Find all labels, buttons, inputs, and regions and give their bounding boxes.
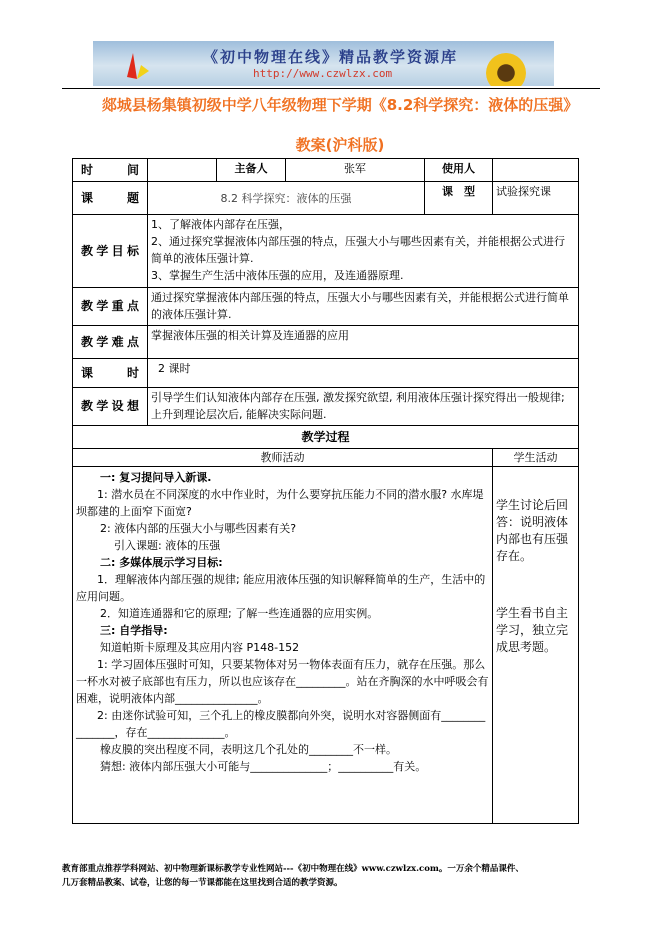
goal-item: 2、通过探究掌握液体内部压强的特点，压强大小与哪些因素有关，并能根据公式进行简单的液体压强计算. bbox=[151, 235, 565, 265]
teacher-activity bbox=[73, 467, 493, 824]
student-line: 学生看书自主学习，独立完成思考题。 bbox=[496, 606, 569, 654]
teacher-line: 猜想: 液体内部压强大小可能与______________；__________有关。 bbox=[100, 760, 427, 773]
difficulty-text: 掌握液体压强的相关计算及连通器的应用 bbox=[148, 326, 579, 359]
preparer-value: 张军 bbox=[286, 159, 425, 182]
goal-item: 1、了解液体内部存在压强， bbox=[151, 218, 290, 231]
goals-content bbox=[148, 215, 579, 288]
footer-line: 教育部重点推荐学科网站、初中物理新课标教学专业性网站---《初中物理在线》www.czwlzx.com。一万余个精品课件、 bbox=[62, 864, 524, 874]
teacher-line: 一: 复习提问导入新课. bbox=[100, 471, 212, 484]
hours-text: 2 课时 bbox=[148, 359, 579, 388]
doc-title: 郯城县杨集镇初级中学八年级物理下学期《8.2科学探究：液体的压强》 bbox=[101, 96, 579, 114]
footer-line: 几万套精品教案、试卷，让您的每一节课都能在这里找到合适的教学资源。 bbox=[62, 878, 343, 888]
topic-value: 8.2 科学探究：液体的压强 bbox=[148, 182, 425, 215]
teacher-line: 2: 液体内部的压强大小与哪些因素有关? bbox=[100, 522, 297, 535]
teacher-line: 二: 多媒体展示学习目标: bbox=[100, 556, 223, 569]
type-label: 课 型 bbox=[425, 182, 493, 215]
teacher-line: 1: 学习固体压强时可知，只要某物体对另一物体表面有压力，就存在压强。那么一杯水对被子底部也有压力，所以也应该存在_________。站在齐胸深的水中呼吸会有困难，说明液体内部_______________。 bbox=[76, 658, 489, 705]
teacher-line: 1: 潜水员在不同深度的水中作业时，为什么要穿抗压能力不同的潜水服? 水库堤坝都建的上面窄下面宽? bbox=[76, 488, 484, 518]
teacher-line: 1．理解液体内部压强的规律; 能应用液体压强的知识解释简单的生产，生活中的应用问题。 bbox=[76, 573, 486, 603]
teacher-header: 教师活动 bbox=[73, 449, 493, 467]
banner-title: 《初中物理在线》精品教学资源库 bbox=[203, 48, 459, 66]
doc-subtitle: 教案(沪科版) bbox=[295, 136, 385, 154]
topic-label: 课 题 bbox=[73, 182, 148, 215]
user-value bbox=[493, 159, 579, 182]
key-text: 通过探究掌握液体内部压强的特点，压强大小与哪些因素有关，并能根据公式进行简单的液体压强计算. bbox=[148, 288, 579, 326]
teacher-line: 2: 由迷你试验可知，三个孔上的橡皮膜都向外突，说明水对容器侧面有_______________，存在______________。 bbox=[76, 709, 486, 739]
site-logo-icon bbox=[123, 51, 153, 81]
student-line: 学生讨论后回答：说明液体内部也有压强存在。 bbox=[496, 498, 569, 563]
page-footer bbox=[62, 862, 524, 890]
time-label: 时 间 bbox=[73, 159, 148, 182]
teacher-line: 引入课题: 液体的压强 bbox=[114, 539, 221, 552]
design-label: 教学设想 bbox=[73, 388, 148, 426]
type-value: 试验探究课 bbox=[493, 182, 579, 215]
preparer-label: 主备人 bbox=[217, 159, 286, 182]
teacher-line: 知道帕斯卡原理及其应用内容 P148-152 bbox=[100, 641, 300, 654]
difficulty-label: 教学难点 bbox=[73, 326, 148, 359]
teacher-line: 橡皮膜的突出程度不同，表明这几个孔处的________不一样。 bbox=[100, 743, 397, 756]
sunflower-image bbox=[486, 53, 526, 86]
key-label: 教学重点 bbox=[73, 288, 148, 326]
design-text: 引导学生们认知液体内部存在压强, 激发探究欲望, 利用液体压强计探究得出一般规律; 上升到理论层次后, 能解决实际问题. bbox=[148, 388, 579, 426]
banner-url[interactable]: http://www.czwlzx.com bbox=[253, 67, 393, 80]
goals-label: 教学目标 bbox=[73, 215, 148, 288]
site-banner bbox=[93, 41, 554, 86]
process-title: 教学过程 bbox=[73, 426, 579, 449]
user-label: 使用人 bbox=[425, 159, 493, 182]
header-divider bbox=[62, 88, 600, 89]
student-header: 学生活动 bbox=[493, 449, 579, 467]
time-value bbox=[148, 159, 217, 182]
teacher-line: 三: 自学指导: bbox=[100, 624, 168, 637]
hours-label: 课 时 bbox=[73, 359, 148, 388]
lesson-plan-table bbox=[72, 158, 579, 824]
teacher-line: 2．知道连通器和它的原理; 了解一些连通器的应用实例。 bbox=[100, 607, 379, 620]
student-activity bbox=[493, 467, 579, 824]
goal-item: 3、掌握生产生活中液体压强的应用，及连通器原理. bbox=[151, 269, 404, 282]
